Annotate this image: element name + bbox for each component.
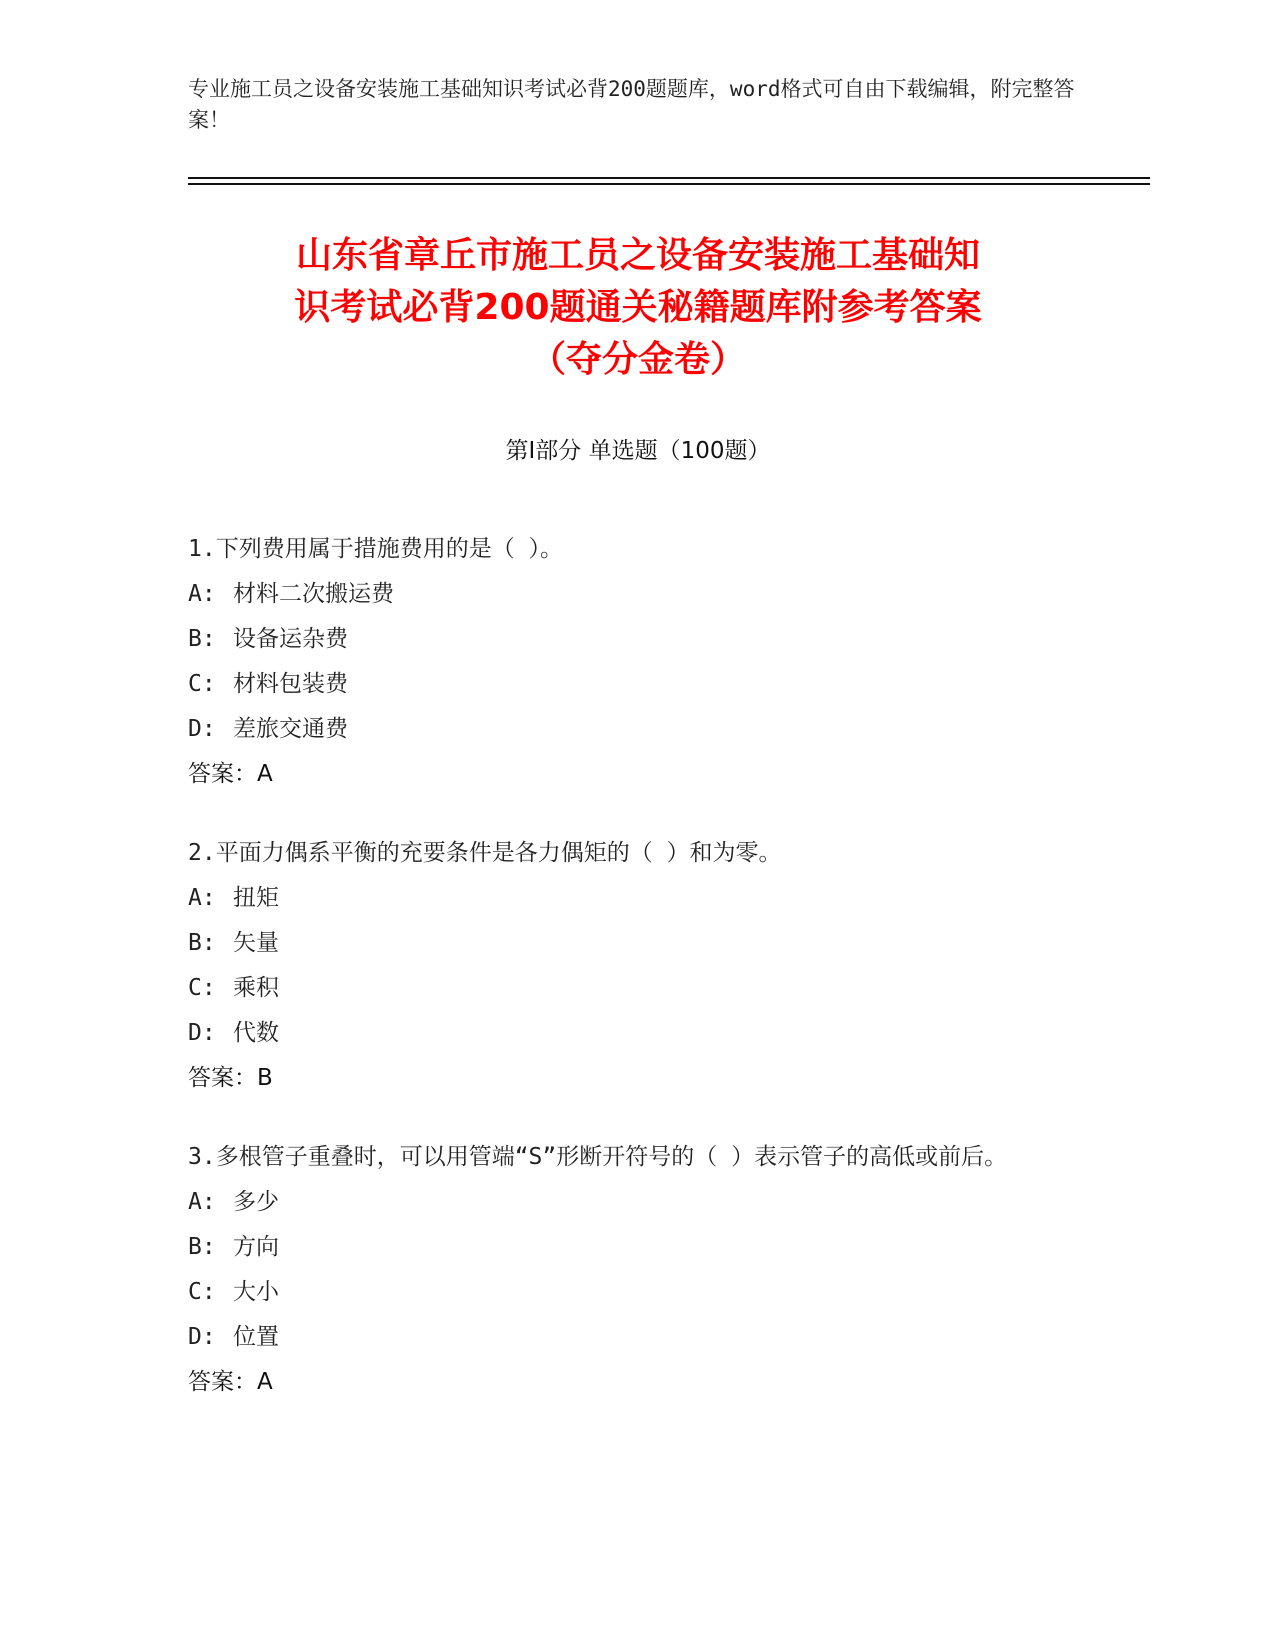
option-key: A: xyxy=(188,1189,216,1215)
question-list xyxy=(188,527,1068,1439)
title-line: （夺分金卷） xyxy=(529,339,746,380)
option-text: 扭矩 xyxy=(233,885,279,911)
option-key: D: xyxy=(188,1020,216,1046)
question-item xyxy=(188,527,1068,797)
option-text: 矢量 xyxy=(233,930,279,956)
option-key: C: xyxy=(188,671,216,697)
option-key: A: xyxy=(188,581,216,607)
question-option-d xyxy=(188,1315,1068,1360)
option-text: 位置 xyxy=(233,1324,279,1350)
option-text: 代数 xyxy=(233,1020,279,1046)
document-title xyxy=(188,230,1088,386)
option-text: 多少 xyxy=(233,1189,279,1215)
option-key: D: xyxy=(188,716,216,742)
question-option-c xyxy=(188,662,1068,707)
option-key: B: xyxy=(188,930,216,956)
question-option-b xyxy=(188,617,1068,662)
question-option-c xyxy=(188,966,1068,1011)
question-option-b xyxy=(188,1225,1068,1270)
option-key: C: xyxy=(188,1279,216,1305)
question-option-a xyxy=(188,876,1068,921)
section-title: 第Ⅰ部分 单选题（100题） xyxy=(505,438,771,464)
question-answer: 答案：A xyxy=(188,1369,273,1395)
question-stem: 1.下列费用属于措施费用的是（ ）。 xyxy=(188,536,564,562)
question-stem: 3.多根管子重叠时，可以用管端“S”形断开符号的（ ）表示管子的高低或前后。 xyxy=(188,1144,1008,1170)
question-stem: 2.平面力偶系平衡的充要条件是各力偶矩的（ ）和为零。 xyxy=(188,840,782,866)
question-option-d xyxy=(188,707,1068,752)
question-answer: 答案：A xyxy=(188,761,273,787)
question-item xyxy=(188,831,1068,1101)
header-rule-bottom xyxy=(188,183,1150,185)
question-option-a xyxy=(188,572,1068,617)
option-text: 材料包装费 xyxy=(233,671,348,697)
question-option-d xyxy=(188,1011,1068,1056)
option-key: B: xyxy=(188,626,216,652)
option-key: A: xyxy=(188,885,216,911)
title-line: 识考试必背200题通关秘籍题库附参考答案 xyxy=(294,287,982,328)
header-rule-top xyxy=(188,177,1150,179)
question-item xyxy=(188,1135,1068,1405)
option-text: 设备运杂费 xyxy=(233,626,348,652)
option-key: C: xyxy=(188,975,216,1001)
question-answer: 答案：B xyxy=(188,1065,273,1091)
option-text: 乘积 xyxy=(233,975,279,1001)
question-option-c xyxy=(188,1270,1068,1315)
title-line: 山东省章丘市施工员之设备安装施工基础知 xyxy=(295,235,980,276)
option-text: 大小 xyxy=(233,1279,279,1305)
option-key: B: xyxy=(188,1234,216,1260)
option-text: 材料二次搬运费 xyxy=(233,581,394,607)
question-option-a xyxy=(188,1180,1068,1225)
option-text: 差旅交通费 xyxy=(233,716,348,742)
question-option-b xyxy=(188,921,1068,966)
option-text: 方向 xyxy=(233,1234,279,1260)
intro-text: 专业施工员之设备安装施工基础知识考试必背200题题库，word格式可自由下载编辑，附完整答案！ xyxy=(188,77,1075,132)
option-key: D: xyxy=(188,1324,216,1350)
